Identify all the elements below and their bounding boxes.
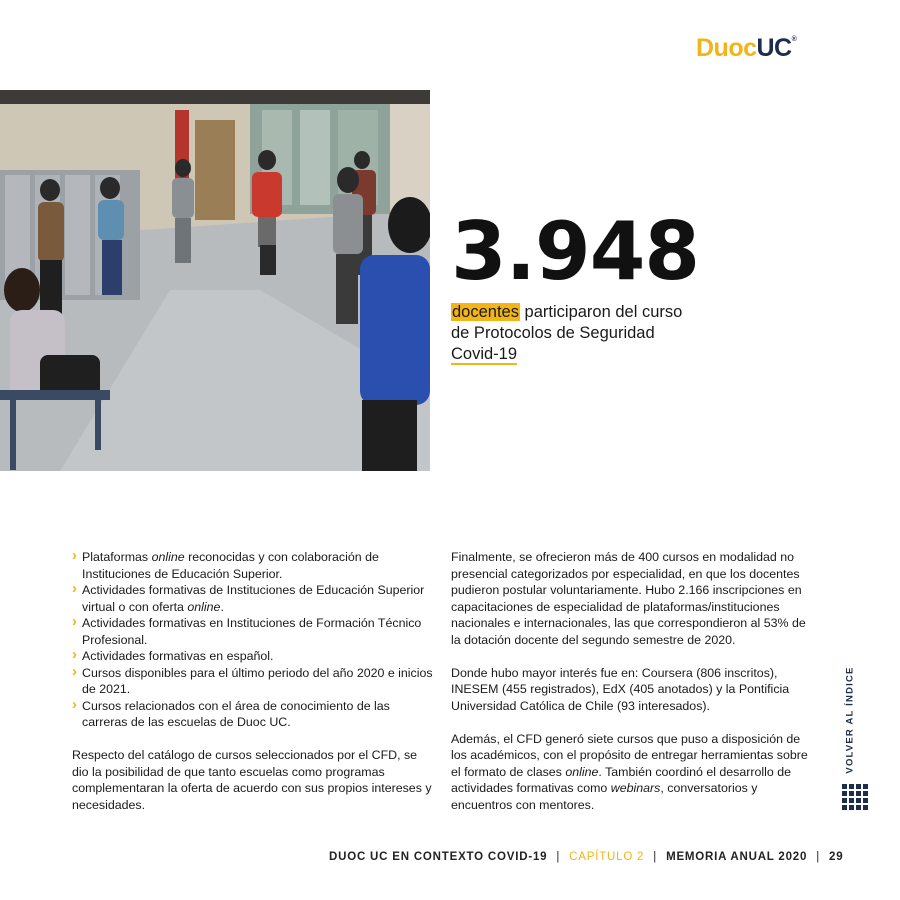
logo-registered: ®: [791, 36, 797, 43]
stat-description: [451, 302, 691, 365]
list-item: › Cursos relacionados con el área de conocimiento de las carreras de las escuelas de Duoc UC.: [72, 698, 434, 731]
list-item: › Cursos disponibles para el último periodo del año 2020 e inicios de 2021.: [72, 665, 434, 698]
stat-underlined: Covid-19: [451, 345, 518, 363]
photo-illustration: [0, 90, 430, 471]
courses-paragraph: Finalmente, se ofrecieron más de 400 cursos en modalidad no presencial categorizados por especialidad, en que los docentes pudieron postular voluntariamente. Hubo 2.166 inscripciones en capacitaciones de especialidad de plataformas/instituciones nacionales e internacionales, las que correspondieron al 53% de la dotación docente del segundo semestre de 2020.: [451, 550, 806, 647]
stat-text-middle: participaron del curso de Protocolos de Seguridad: [451, 303, 683, 342]
right-column: [451, 549, 816, 830]
list-item: › Actividades formativas de Instituciones de Educación Superior virtual o con oferta online.: [72, 582, 434, 615]
footer-separator: |: [816, 851, 820, 863]
teachers-group-photo: [0, 90, 430, 471]
footer-report: MEMORIA ANUAL 2020: [666, 851, 808, 863]
cfd-paragraph: Además, el CFD generó siete cursos que puso a disposición de los académicos, con el propósito de entregar herramientas sobre el formato de clases online. También coordinó el desarrollo de actividades formativas como webinars, conversatorios y encuentros con mentores.: [451, 731, 808, 812]
left-column: [72, 549, 434, 830]
stat-highlight: docentes: [452, 303, 519, 321]
logo-uc: UC: [756, 34, 792, 62]
footer-section: DUOC UC EN CONTEXTO COVID-19: [329, 851, 548, 863]
footer-separator: |: [556, 851, 561, 863]
footer-chapter: CAPÍTULO 2: [569, 851, 645, 863]
list-item: › Actividades formativas en Instituciones de Formación Técnico Profesional.: [72, 615, 434, 648]
duoc-uc-logo: [696, 36, 796, 61]
criteria-list: [72, 549, 434, 731]
logo-duoc: Duoc: [696, 34, 757, 62]
catalog-paragraph: Respecto del catálogo de cursos seleccionados por el CFD, se dio la posibilidad de que tanto escuelas como programas complementaran la oferta de acuerdo con sus propios intereses y necesidades.: [72, 748, 432, 812]
back-to-index-link[interactable]: VOLVER AL ÍNDICE: [844, 666, 856, 774]
footer-separator: |: [653, 851, 658, 863]
page-footer: [329, 851, 843, 863]
grid-icon[interactable]: [842, 784, 868, 810]
list-item: › Plataformas online reconocidas y con colaboración de Instituciones de Educación Superior.: [72, 549, 434, 582]
page-number: 29: [829, 851, 844, 863]
list-item: › Actividades formativas en español.: [72, 648, 434, 665]
stat-number: 3.948: [451, 205, 700, 298]
interest-paragraph: Donde hubo mayor interés fue en: Coursera (806 inscritos), INESEM (455 registrados), EdX (405 anotados) y la Pontificia Universidad Católica de Chile (93 interesados).: [451, 665, 790, 713]
